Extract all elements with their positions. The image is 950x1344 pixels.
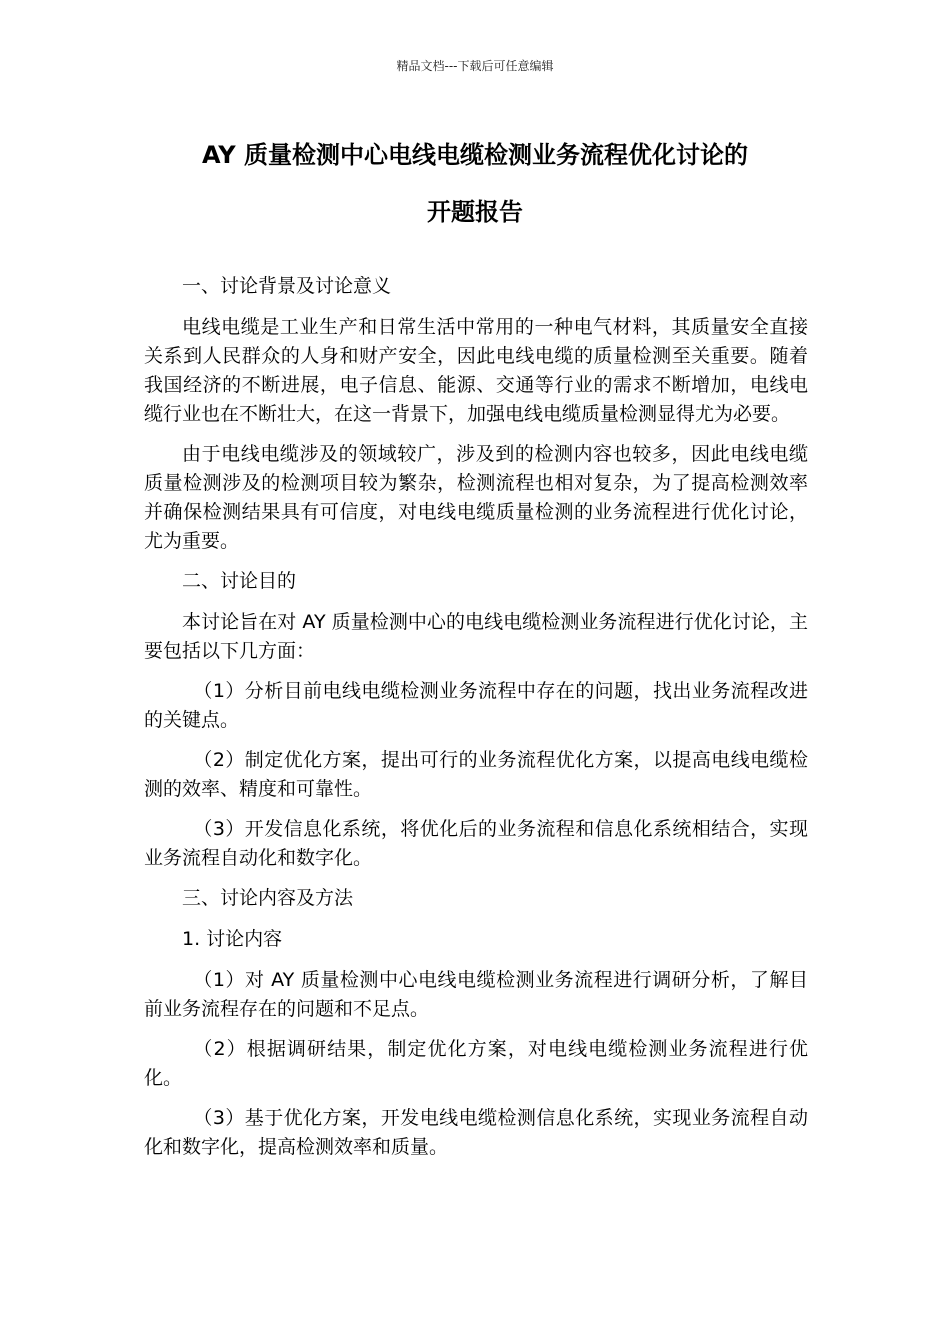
paragraph-background-2: 由于电线电缆涉及的领域较广，涉及到的检测内容也较多，因此电线电缆质量检测涉及的检测项目较为繁杂，检测流程也相对复杂，为了提高检测效率并确保检测结果具有可信度，对电线电缆质量检测的业务流程进行优化讨论，尤为重要。 [144,443,808,552]
paragraph-purpose-intro: 本讨论旨在对 AY 质量检测中心的电线电缆检测业务流程进行优化讨论，主要包括以下几方面： [144,611,808,662]
section-heading-content-methods: 三、讨论内容及方法 [182,887,354,909]
document-title-line1: AY 质量检测中心电线电缆检测业务流程优化讨论的 [201,141,748,169]
subsection-heading-content: 1. 讨论内容 [182,928,283,950]
header-note: 精品文档---下载后可任意编辑 [396,59,554,73]
paragraph-background-1: 电线电缆是工业生产和日常生活中常用的一种电气材料，其质量安全直接关系到人民群众的人身和财产安全，因此电线电缆的质量检测至关重要。随着我国经济的不断进展，电子信息、能源、交通等行业的需求不断增加，电线电缆行业也在不断壮大，在这一背景下，加强电线电缆质量检测显得尤为必要。 [144,316,808,425]
content-item-2: （2）根据调研结果，制定优化方案，对电线电缆检测业务流程进行优化。 [144,1038,808,1089]
section-heading-purpose: 二、讨论目的 [182,570,297,592]
purpose-item-2: （2）制定优化方案，提出可行的业务流程优化方案，以提高电线电缆检测的效率、精度和可靠性。 [144,749,808,800]
purpose-item-3: （3）开发信息化系统，将优化后的业务流程和信息化系统相结合，实现业务流程自动化和数字化。 [144,818,808,869]
document-body [144,272,808,1173]
document-title-line2: 开题报告 [427,198,523,226]
content-item-3: （3）基于优化方案，开发电线电缆检测信息化系统，实现业务流程自动化和数字化，提高检测效率和质量。 [144,1107,808,1158]
purpose-item-1: （1）分析目前电线电缆检测业务流程中存在的问题，找出业务流程改进的关键点。 [144,680,808,731]
section-heading-background: 一、讨论背景及讨论意义 [182,275,392,297]
content-item-1: （1）对 AY 质量检测中心电线电缆检测业务流程进行调研分析，了解目前业务流程存在的问题和不足点。 [144,969,808,1020]
